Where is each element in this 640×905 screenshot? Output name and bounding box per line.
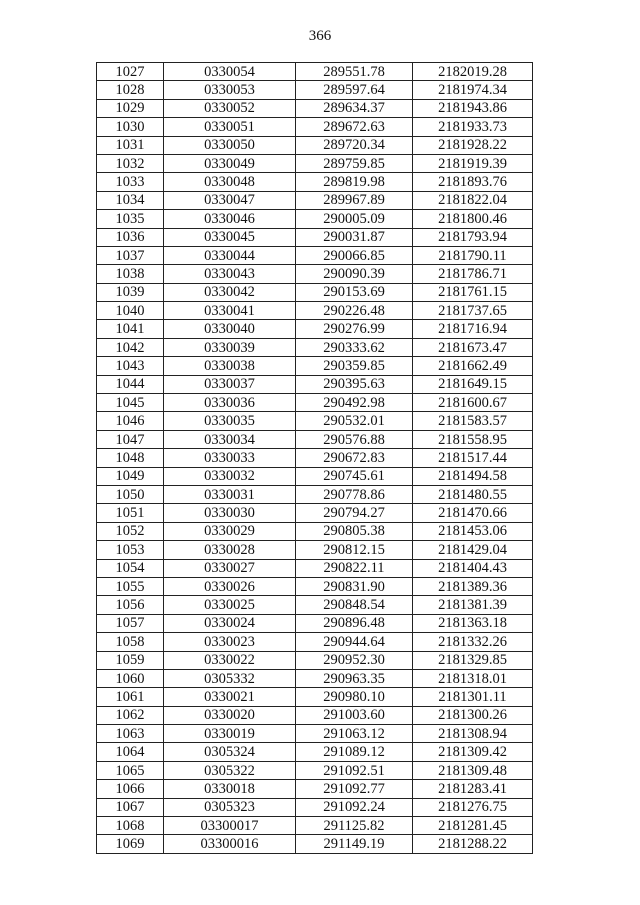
x-coordinate-cell: 289597.64 xyxy=(296,81,413,99)
point-number-cell: 1050 xyxy=(97,485,164,503)
x-coordinate-cell: 290276.99 xyxy=(296,320,413,338)
y-coordinate-cell: 2181793.94 xyxy=(413,228,533,246)
point-number-cell: 1041 xyxy=(97,320,164,338)
point-number-cell: 1054 xyxy=(97,559,164,577)
table-row xyxy=(97,375,533,393)
table-row xyxy=(97,210,533,228)
point-number-cell: 1052 xyxy=(97,522,164,540)
point-number-cell: 1031 xyxy=(97,136,164,154)
y-coordinate-cell: 2181309.42 xyxy=(413,743,533,761)
y-coordinate-cell: 2181300.26 xyxy=(413,706,533,724)
y-coordinate-cell: 2181662.49 xyxy=(413,357,533,375)
y-coordinate-cell: 2181673.47 xyxy=(413,338,533,356)
table-row xyxy=(97,228,533,246)
x-coordinate-cell: 291063.12 xyxy=(296,725,413,743)
point-code-cell: 0330036 xyxy=(164,394,296,412)
point-code-cell: 0330028 xyxy=(164,541,296,559)
point-number-cell: 1037 xyxy=(97,246,164,264)
point-code-cell: 0330042 xyxy=(164,283,296,301)
y-coordinate-cell: 2181943.86 xyxy=(413,99,533,117)
point-code-cell: 0330030 xyxy=(164,504,296,522)
x-coordinate-cell: 291092.24 xyxy=(296,798,413,816)
table-row xyxy=(97,633,533,651)
x-coordinate-cell: 289819.98 xyxy=(296,173,413,191)
point-code-cell: 0330046 xyxy=(164,210,296,228)
x-coordinate-cell: 290090.39 xyxy=(296,265,413,283)
y-coordinate-cell: 2181933.73 xyxy=(413,118,533,136)
point-number-cell: 1035 xyxy=(97,210,164,228)
point-number-cell: 1030 xyxy=(97,118,164,136)
y-coordinate-cell: 2181919.39 xyxy=(413,154,533,172)
point-number-cell: 1069 xyxy=(97,835,164,853)
y-coordinate-cell: 2181318.01 xyxy=(413,669,533,687)
point-number-cell: 1062 xyxy=(97,706,164,724)
point-number-cell: 1044 xyxy=(97,375,164,393)
table-row xyxy=(97,357,533,375)
x-coordinate-cell: 291089.12 xyxy=(296,743,413,761)
x-coordinate-cell: 290395.63 xyxy=(296,375,413,393)
point-number-cell: 1042 xyxy=(97,338,164,356)
y-coordinate-cell: 2181822.04 xyxy=(413,191,533,209)
table-row xyxy=(97,817,533,835)
point-number-cell: 1063 xyxy=(97,725,164,743)
point-code-cell: 0330024 xyxy=(164,614,296,632)
point-code-cell: 0330019 xyxy=(164,725,296,743)
x-coordinate-cell: 290952.30 xyxy=(296,651,413,669)
point-code-cell: 0305332 xyxy=(164,669,296,687)
y-coordinate-cell: 2181453.06 xyxy=(413,522,533,540)
point-code-cell: 0330025 xyxy=(164,596,296,614)
x-coordinate-cell: 290153.69 xyxy=(296,283,413,301)
x-coordinate-cell: 291125.82 xyxy=(296,817,413,835)
point-code-cell: 0330029 xyxy=(164,522,296,540)
y-coordinate-cell: 2181281.45 xyxy=(413,817,533,835)
x-coordinate-cell: 291092.51 xyxy=(296,761,413,779)
table-row xyxy=(97,338,533,356)
point-number-cell: 1036 xyxy=(97,228,164,246)
x-coordinate-cell: 290812.15 xyxy=(296,541,413,559)
table-row xyxy=(97,246,533,264)
table-row xyxy=(97,136,533,154)
point-number-cell: 1028 xyxy=(97,81,164,99)
y-coordinate-cell: 2181790.11 xyxy=(413,246,533,264)
point-number-cell: 1058 xyxy=(97,633,164,651)
point-number-cell: 1066 xyxy=(97,780,164,798)
point-code-cell: 0330027 xyxy=(164,559,296,577)
point-number-cell: 1046 xyxy=(97,412,164,430)
table-row xyxy=(97,688,533,706)
table-row xyxy=(97,302,533,320)
table-row xyxy=(97,559,533,577)
point-code-cell: 0330051 xyxy=(164,118,296,136)
point-code-cell: 0330033 xyxy=(164,449,296,467)
point-number-cell: 1033 xyxy=(97,173,164,191)
y-coordinate-cell: 2182019.28 xyxy=(413,63,533,81)
y-coordinate-cell: 2181301.11 xyxy=(413,688,533,706)
point-code-cell: 0330041 xyxy=(164,302,296,320)
coordinates-table-body xyxy=(97,63,533,854)
table-row xyxy=(97,761,533,779)
y-coordinate-cell: 2181649.15 xyxy=(413,375,533,393)
y-coordinate-cell: 2181480.55 xyxy=(413,485,533,503)
point-number-cell: 1055 xyxy=(97,577,164,595)
point-number-cell: 1038 xyxy=(97,265,164,283)
x-coordinate-cell: 290805.38 xyxy=(296,522,413,540)
point-code-cell: 03300016 xyxy=(164,835,296,853)
table-row xyxy=(97,577,533,595)
y-coordinate-cell: 2181309.48 xyxy=(413,761,533,779)
point-code-cell: 0330044 xyxy=(164,246,296,264)
table-row xyxy=(97,669,533,687)
y-coordinate-cell: 2181389.36 xyxy=(413,577,533,595)
point-code-cell: 0330026 xyxy=(164,577,296,595)
x-coordinate-cell: 290005.09 xyxy=(296,210,413,228)
point-code-cell: 0330038 xyxy=(164,357,296,375)
page-number: 366 xyxy=(308,28,332,44)
point-code-cell: 0330022 xyxy=(164,651,296,669)
table-row xyxy=(97,504,533,522)
point-number-cell: 1040 xyxy=(97,302,164,320)
y-coordinate-cell: 2181893.76 xyxy=(413,173,533,191)
point-number-cell: 1057 xyxy=(97,614,164,632)
point-number-cell: 1064 xyxy=(97,743,164,761)
point-number-cell: 1034 xyxy=(97,191,164,209)
table-row xyxy=(97,99,533,117)
point-number-cell: 1067 xyxy=(97,798,164,816)
point-code-cell: 0305323 xyxy=(164,798,296,816)
point-number-cell: 1051 xyxy=(97,504,164,522)
point-code-cell: 0330034 xyxy=(164,430,296,448)
x-coordinate-cell: 290031.87 xyxy=(296,228,413,246)
x-coordinate-cell: 289551.78 xyxy=(296,63,413,81)
y-coordinate-cell: 2181600.67 xyxy=(413,394,533,412)
point-number-cell: 1065 xyxy=(97,761,164,779)
point-code-cell: 0330018 xyxy=(164,780,296,798)
point-number-cell: 1048 xyxy=(97,449,164,467)
x-coordinate-cell: 290745.61 xyxy=(296,467,413,485)
point-code-cell: 0330052 xyxy=(164,99,296,117)
y-coordinate-cell: 2181332.26 xyxy=(413,633,533,651)
point-number-cell: 1043 xyxy=(97,357,164,375)
table-row xyxy=(97,614,533,632)
point-number-cell: 1045 xyxy=(97,394,164,412)
table-row xyxy=(97,651,533,669)
x-coordinate-cell: 289759.85 xyxy=(296,154,413,172)
point-number-cell: 1060 xyxy=(97,669,164,687)
x-coordinate-cell: 291003.60 xyxy=(296,706,413,724)
table-row xyxy=(97,394,533,412)
point-number-cell: 1032 xyxy=(97,154,164,172)
y-coordinate-cell: 2181716.94 xyxy=(413,320,533,338)
table-row xyxy=(97,412,533,430)
point-number-cell: 1059 xyxy=(97,651,164,669)
table-row xyxy=(97,835,533,853)
table-row xyxy=(97,522,533,540)
point-code-cell: 0330049 xyxy=(164,154,296,172)
x-coordinate-cell: 289634.37 xyxy=(296,99,413,117)
point-code-cell: 0330023 xyxy=(164,633,296,651)
table-row xyxy=(97,743,533,761)
y-coordinate-cell: 2181470.66 xyxy=(413,504,533,522)
x-coordinate-cell: 290896.48 xyxy=(296,614,413,632)
point-number-cell: 1049 xyxy=(97,467,164,485)
table-row xyxy=(97,596,533,614)
x-coordinate-cell: 290980.10 xyxy=(296,688,413,706)
point-number-cell: 1027 xyxy=(97,63,164,81)
x-coordinate-cell: 289672.63 xyxy=(296,118,413,136)
table-row xyxy=(97,154,533,172)
x-coordinate-cell: 290576.88 xyxy=(296,430,413,448)
point-code-cell: 0330039 xyxy=(164,338,296,356)
table-row xyxy=(97,467,533,485)
x-coordinate-cell: 291092.77 xyxy=(296,780,413,798)
x-coordinate-cell: 290831.90 xyxy=(296,577,413,595)
x-coordinate-cell: 289967.89 xyxy=(296,191,413,209)
coordinates-table xyxy=(96,62,533,854)
y-coordinate-cell: 2181329.85 xyxy=(413,651,533,669)
y-coordinate-cell: 2181928.22 xyxy=(413,136,533,154)
x-coordinate-cell: 290226.48 xyxy=(296,302,413,320)
y-coordinate-cell: 2181288.22 xyxy=(413,835,533,853)
y-coordinate-cell: 2181494.58 xyxy=(413,467,533,485)
x-coordinate-cell: 290492.98 xyxy=(296,394,413,412)
x-coordinate-cell: 290532.01 xyxy=(296,412,413,430)
x-coordinate-cell: 291149.19 xyxy=(296,835,413,853)
point-code-cell: 0330043 xyxy=(164,265,296,283)
point-number-cell: 1056 xyxy=(97,596,164,614)
point-code-cell: 0330032 xyxy=(164,467,296,485)
x-coordinate-cell: 290333.62 xyxy=(296,338,413,356)
table-row xyxy=(97,320,533,338)
table-row xyxy=(97,798,533,816)
y-coordinate-cell: 2181761.15 xyxy=(413,283,533,301)
y-coordinate-cell: 2181283.41 xyxy=(413,780,533,798)
point-code-cell: 0305324 xyxy=(164,743,296,761)
y-coordinate-cell: 2181786.71 xyxy=(413,265,533,283)
point-code-cell: 0330040 xyxy=(164,320,296,338)
x-coordinate-cell: 290848.54 xyxy=(296,596,413,614)
table-row xyxy=(97,449,533,467)
table-row xyxy=(97,430,533,448)
table-row xyxy=(97,265,533,283)
point-code-cell: 0330048 xyxy=(164,173,296,191)
table-row xyxy=(97,541,533,559)
table-row xyxy=(97,118,533,136)
point-number-cell: 1039 xyxy=(97,283,164,301)
table-row xyxy=(97,283,533,301)
x-coordinate-cell: 290672.83 xyxy=(296,449,413,467)
point-number-cell: 1029 xyxy=(97,99,164,117)
y-coordinate-cell: 2181800.46 xyxy=(413,210,533,228)
table-row xyxy=(97,485,533,503)
point-code-cell: 0330054 xyxy=(164,63,296,81)
point-code-cell: 0330021 xyxy=(164,688,296,706)
point-code-cell: 0330035 xyxy=(164,412,296,430)
table-row xyxy=(97,780,533,798)
y-coordinate-cell: 2181363.18 xyxy=(413,614,533,632)
y-coordinate-cell: 2181517.44 xyxy=(413,449,533,467)
table-row xyxy=(97,63,533,81)
x-coordinate-cell: 290822.11 xyxy=(296,559,413,577)
table-row xyxy=(97,706,533,724)
table-row xyxy=(97,725,533,743)
point-code-cell: 03300017 xyxy=(164,817,296,835)
point-number-cell: 1047 xyxy=(97,430,164,448)
point-code-cell: 0330053 xyxy=(164,81,296,99)
y-coordinate-cell: 2181974.34 xyxy=(413,81,533,99)
y-coordinate-cell: 2181404.43 xyxy=(413,559,533,577)
point-code-cell: 0330047 xyxy=(164,191,296,209)
x-coordinate-cell: 290359.85 xyxy=(296,357,413,375)
point-code-cell: 0330031 xyxy=(164,485,296,503)
point-number-cell: 1061 xyxy=(97,688,164,706)
point-code-cell: 0330045 xyxy=(164,228,296,246)
point-code-cell: 0305322 xyxy=(164,761,296,779)
y-coordinate-cell: 2181308.94 xyxy=(413,725,533,743)
point-number-cell: 1068 xyxy=(97,817,164,835)
y-coordinate-cell: 2181276.75 xyxy=(413,798,533,816)
point-number-cell: 1053 xyxy=(97,541,164,559)
y-coordinate-cell: 2181737.65 xyxy=(413,302,533,320)
y-coordinate-cell: 2181429.04 xyxy=(413,541,533,559)
y-coordinate-cell: 2181381.39 xyxy=(413,596,533,614)
x-coordinate-cell: 290944.64 xyxy=(296,633,413,651)
table-row xyxy=(97,81,533,99)
point-code-cell: 0330020 xyxy=(164,706,296,724)
x-coordinate-cell: 290794.27 xyxy=(296,504,413,522)
y-coordinate-cell: 2181558.95 xyxy=(413,430,533,448)
table-row xyxy=(97,173,533,191)
x-coordinate-cell: 289720.34 xyxy=(296,136,413,154)
x-coordinate-cell: 290778.86 xyxy=(296,485,413,503)
table-row xyxy=(97,191,533,209)
x-coordinate-cell: 290066.85 xyxy=(296,246,413,264)
point-code-cell: 0330037 xyxy=(164,375,296,393)
point-code-cell: 0330050 xyxy=(164,136,296,154)
x-coordinate-cell: 290963.35 xyxy=(296,669,413,687)
y-coordinate-cell: 2181583.57 xyxy=(413,412,533,430)
